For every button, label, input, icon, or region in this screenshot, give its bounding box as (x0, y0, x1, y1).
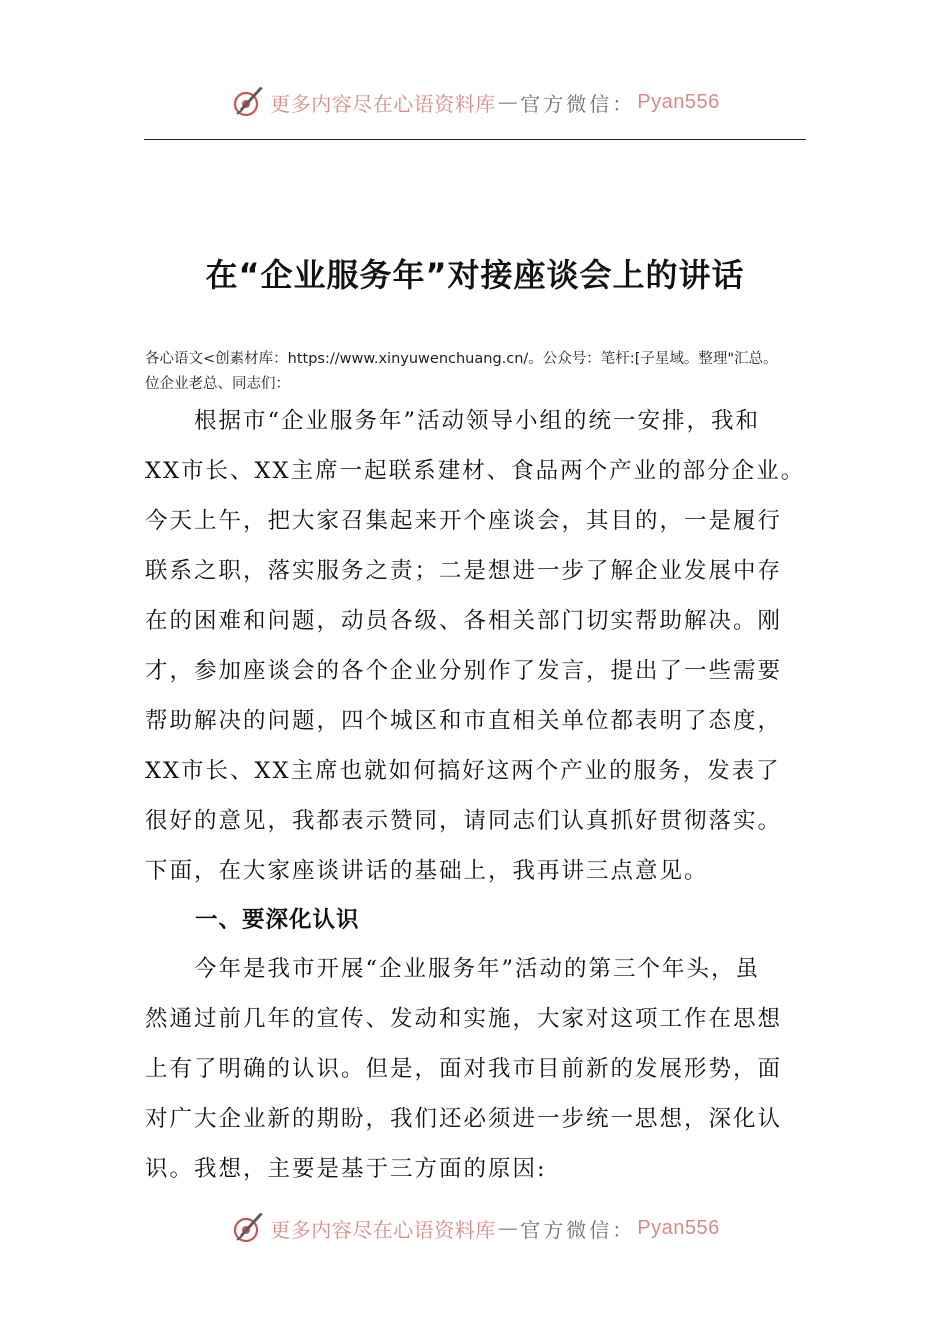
watermark-official-label: 官方微信： (520, 1217, 636, 1242)
quill-pen-logo-icon (230, 1210, 266, 1246)
header-watermark (0, 84, 950, 120)
watermark-official-label: 官方微信： (520, 91, 636, 116)
text-line: 今天上午，把大家召集起来开个座谈会，其目的，一是履行 (145, 508, 783, 534)
text-line: 今年是我市开展“企业服务年”活动的第三个年头，虽 (145, 956, 761, 982)
quill-pen-logo-icon (230, 84, 266, 120)
text-line: 然通过前几年的宣传、发动和实施，大家对这项工作在思想 (145, 1006, 783, 1032)
text-line: 帮助解决的问题，四个城区和市直相关单位都表明了态度， (145, 708, 783, 734)
section-heading-1: 一、要深化认识 (195, 907, 360, 933)
watermark-dash: — (497, 90, 519, 114)
watermark-text: 更多内容尽在心语资料库 (270, 91, 496, 116)
text-line: 很好的意见，我都表示赞同，请同志们认真抓好贯彻落实。 (145, 808, 783, 834)
text-line: 在的困难和问题，动员各级、各相关部门切实帮助解决。刚 (145, 608, 783, 634)
text-line: 识。我想，主要是基于三方面的原因: (145, 1156, 547, 1182)
text-line: 对广大企业新的期盼，我们还必须进一步统一思想，深化认 (145, 1106, 783, 1132)
watermark-dash: — (497, 1216, 519, 1240)
document-title: 在“企业服务年”对接座谈会上的讲话 (205, 256, 745, 294)
source-note-line: 各心语文<创素材库：https://www.xinyuwenchuang.cn/。公众号：笔杆:[子星域。整理"汇总。 (145, 351, 778, 367)
watermark-wechat-id: Pyan556 (637, 1216, 720, 1239)
text-line: 联系之职，落实服务之责；二是想进一步了解企业发展中存 (145, 558, 783, 584)
watermark-wechat-id: Pyan556 (637, 90, 720, 113)
text-line: XX市长、XX主席一起联系建材、食品两个产业的部分企业。 (145, 458, 806, 484)
watermark-text: 更多内容尽在心语资料库 (270, 1217, 496, 1242)
footer-watermark (0, 1210, 950, 1246)
text-line: 根据市“企业服务年”活动领导小组的统一安排，我和 (145, 408, 761, 434)
paragraph-section-1 (145, 944, 825, 1194)
paragraph-intro (145, 396, 825, 896)
text-line: 上有了明确的认识。但是，面对我市目前新的发展形势，面 (145, 1056, 783, 1082)
header-divider (144, 139, 806, 140)
text-line: 下面，在大家座谈讲话的基础上，我再讲三点意见。 (145, 858, 709, 884)
text-line: 才，参加座谈会的各个企业分别作了发言，提出了一些需要 (145, 658, 783, 684)
text-line: XX市长、XX主席也就如何搞好这两个产业的服务，发表了 (145, 758, 781, 784)
salutation-line: 位企业老总、同志们： (145, 376, 290, 392)
